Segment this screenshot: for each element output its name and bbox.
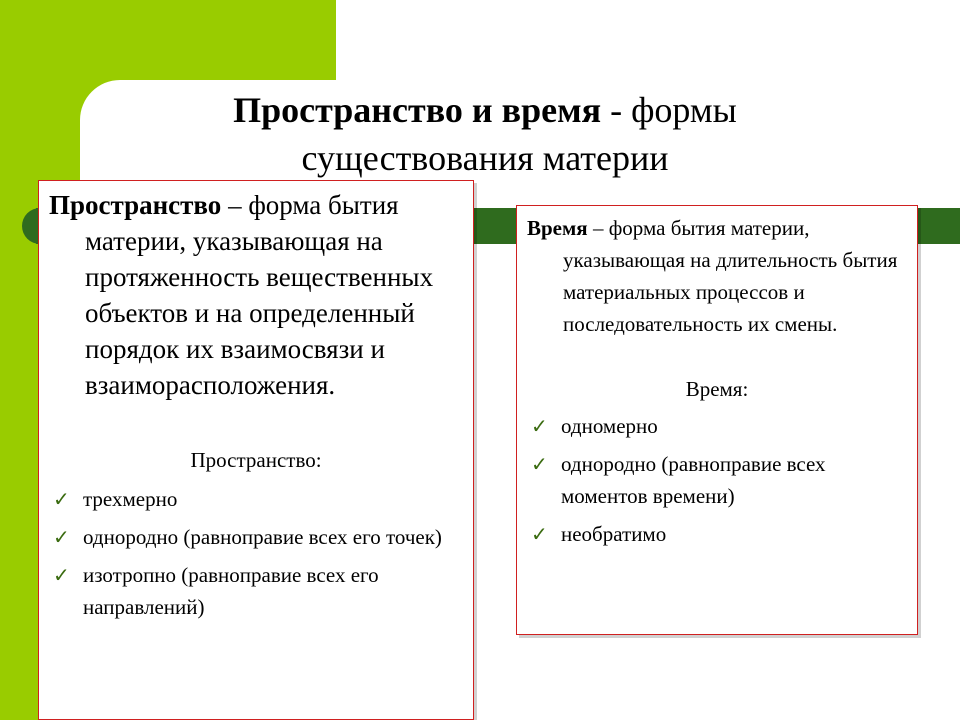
title-rest: - формы существования материи (301, 90, 737, 178)
checkmark-icon: ✓ (531, 452, 548, 476)
time-subheading: Время: (685, 377, 749, 401)
list-item (527, 410, 907, 442)
list-item (49, 521, 463, 553)
time-properties-list (527, 410, 907, 550)
title-bold: Пространство и время (233, 90, 602, 130)
list-item-text: изотропно (равноправие всех его направлений) (83, 563, 379, 619)
space-subheading: Пространство: (190, 448, 322, 472)
list-item-text: однородно (равноправие всех моментов времени) (561, 452, 826, 508)
checkmark-icon: ✓ (531, 414, 548, 438)
time-definition-text: – форма бытия материи, указывающая на длительность бытия материальных процессов и последовательность их смены. (563, 216, 898, 336)
list-item-text: трехмерно (83, 487, 178, 511)
list-item (49, 559, 463, 623)
time-definition (527, 212, 907, 340)
checkmark-icon: ✓ (531, 522, 548, 546)
slide-title (140, 86, 830, 182)
list-item (49, 483, 463, 515)
list-item-text: необратимо (561, 522, 667, 546)
list-item (527, 448, 907, 512)
time-term: Время (527, 216, 588, 240)
checkmark-icon: ✓ (53, 525, 70, 549)
checkmark-icon: ✓ (53, 487, 70, 511)
space-term: Пространство (49, 190, 222, 220)
space-properties-list (49, 483, 463, 623)
space-definition (49, 187, 463, 403)
list-item-text: одномерно (561, 414, 658, 438)
list-item (527, 518, 907, 550)
space-definition-text: – форма бытия материи, указывающая на протяженность вещественных объектов и на определенный порядок их взаимосвязи и взаиморасположения. (85, 190, 434, 400)
checkmark-icon: ✓ (53, 563, 70, 587)
time-box (516, 205, 918, 635)
list-item-text: однородно (равноправие всех его точек) (83, 525, 442, 549)
space-box (38, 180, 474, 720)
